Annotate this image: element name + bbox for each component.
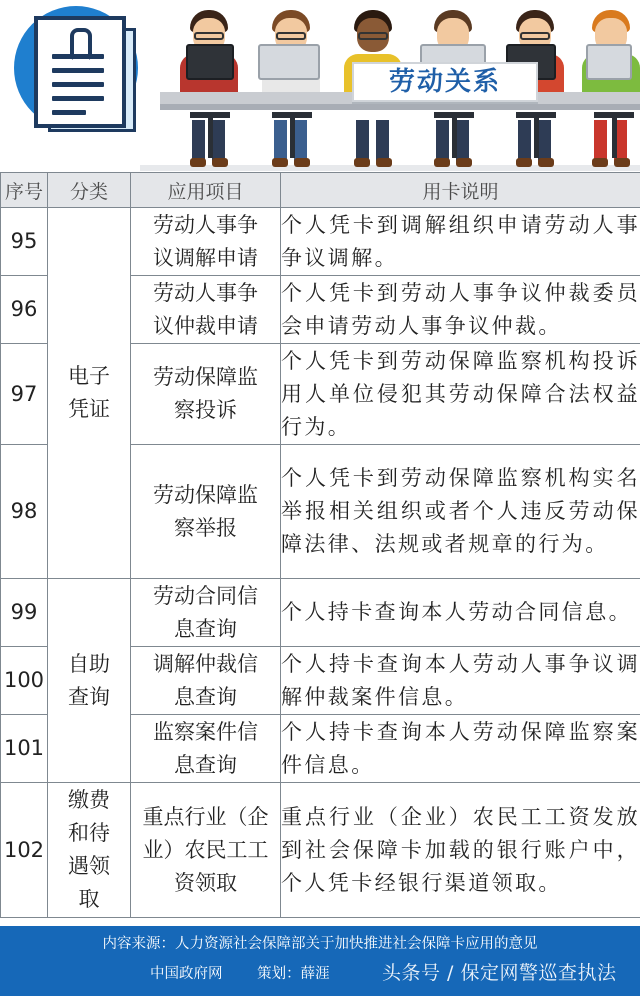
row-number: 95 (1, 208, 48, 276)
worker-figure (576, 10, 640, 170)
footer-source: 内容来源：人力资源社会保障部关于加快推进社会保障卡应用的意见 (102, 936, 538, 952)
application-cell (131, 783, 281, 918)
application-text: 议调解申请 (153, 245, 258, 270)
category-text: 缴费 (68, 788, 110, 812)
description-cell: 个人凭卡到劳动人事争议仲裁委员会申请劳动人事争议仲裁。 (281, 276, 640, 344)
application-text: 资领取 (174, 870, 237, 895)
footer-credits (150, 962, 330, 983)
description-cell: 个人凭卡到调解组织申请劳动人事争议调解。 (281, 208, 640, 276)
category-text: 取 (78, 887, 100, 911)
description-cell: 个人持卡查询本人劳动人事争议调解仲裁案件信息。 (281, 647, 640, 715)
application-text: 息查询 (174, 684, 237, 709)
laptop-icon (186, 44, 234, 80)
application-text: 息查询 (174, 752, 237, 777)
header-no: 序号 (1, 173, 48, 208)
application-text: 劳动人事争 (153, 280, 258, 305)
description-cell: 个人持卡查询本人劳动合同信息。 (281, 579, 640, 647)
row-number: 100 (1, 647, 48, 715)
category-text: 和待 (68, 821, 110, 845)
application-text: 调解仲裁信 (153, 651, 258, 676)
application-text: 察投诉 (174, 398, 237, 422)
row-number: 102 (1, 783, 48, 918)
application-cell (131, 647, 281, 715)
application-cell (131, 276, 281, 344)
application-cell (131, 208, 281, 276)
application-text: 议仲裁申请 (153, 313, 258, 338)
row-number: 97 (1, 344, 48, 445)
application-text: 监察案件信 (153, 719, 258, 744)
category-cell (48, 783, 131, 918)
description-cell: 个人持卡查询本人劳动保障监察案件信息。 (281, 715, 640, 783)
application-text: 察举报 (174, 515, 237, 540)
application-cell (131, 344, 281, 445)
category-cell (48, 579, 131, 783)
application-text: 业）农民工工 (142, 837, 269, 862)
category-text: 遇领 (68, 854, 110, 878)
table-row (1, 208, 640, 276)
category-cell (48, 208, 131, 579)
application-text: 劳动合同信 (153, 583, 258, 608)
footer (0, 926, 640, 996)
footer-credit: 策划：薛涯 (257, 966, 330, 982)
application-cell (131, 445, 281, 579)
row-number: 98 (1, 445, 48, 579)
footer-site: 中国政府网 (150, 966, 223, 982)
category-text: 电子 (68, 364, 110, 388)
row-number: 99 (1, 579, 48, 647)
card-usage-table (0, 172, 640, 918)
row-number: 96 (1, 276, 48, 344)
laptop-icon (586, 44, 632, 80)
category-text: 凭证 (68, 397, 110, 421)
application-text: 重点行业（企 (142, 804, 269, 829)
table-row (1, 579, 640, 647)
category-text: 自助 (68, 651, 110, 676)
application-text: 劳动保障监 (153, 482, 258, 507)
application-text: 息查询 (174, 616, 237, 641)
header-description: 用卡说明 (281, 173, 640, 208)
application-text: 劳动人事争 (153, 212, 258, 237)
application-cell (131, 579, 281, 647)
header-category: 分类 (48, 173, 131, 208)
table-header-row (1, 173, 640, 208)
application-cell (131, 715, 281, 783)
banner-title: 劳动关系 (352, 62, 538, 102)
watermark: 头条号 / 保定网警巡查执法 (382, 962, 617, 984)
document-icon (34, 16, 126, 128)
row-number: 101 (1, 715, 48, 783)
laptop-icon (258, 44, 320, 80)
category-text: 查询 (68, 684, 110, 709)
description-cell: 重点行业（企业）农民工工资发放到社会保障卡加载的银行账户中，个人凭卡经银行渠道领取。 (281, 783, 640, 918)
banner-illustration (0, 0, 640, 172)
description-cell: 个人凭卡到劳动保障监察机构实名举报相关组织或者个人违反劳动保障法律、法规或者规章的行为。 (281, 445, 640, 579)
header-application: 应用项目 (131, 173, 281, 208)
table-row (1, 783, 640, 918)
description-cell: 个人凭卡到劳动保障监察机构投诉用人单位侵犯其劳动保障合法权益行为。 (281, 344, 640, 445)
application-text: 劳动保障监 (153, 365, 258, 389)
